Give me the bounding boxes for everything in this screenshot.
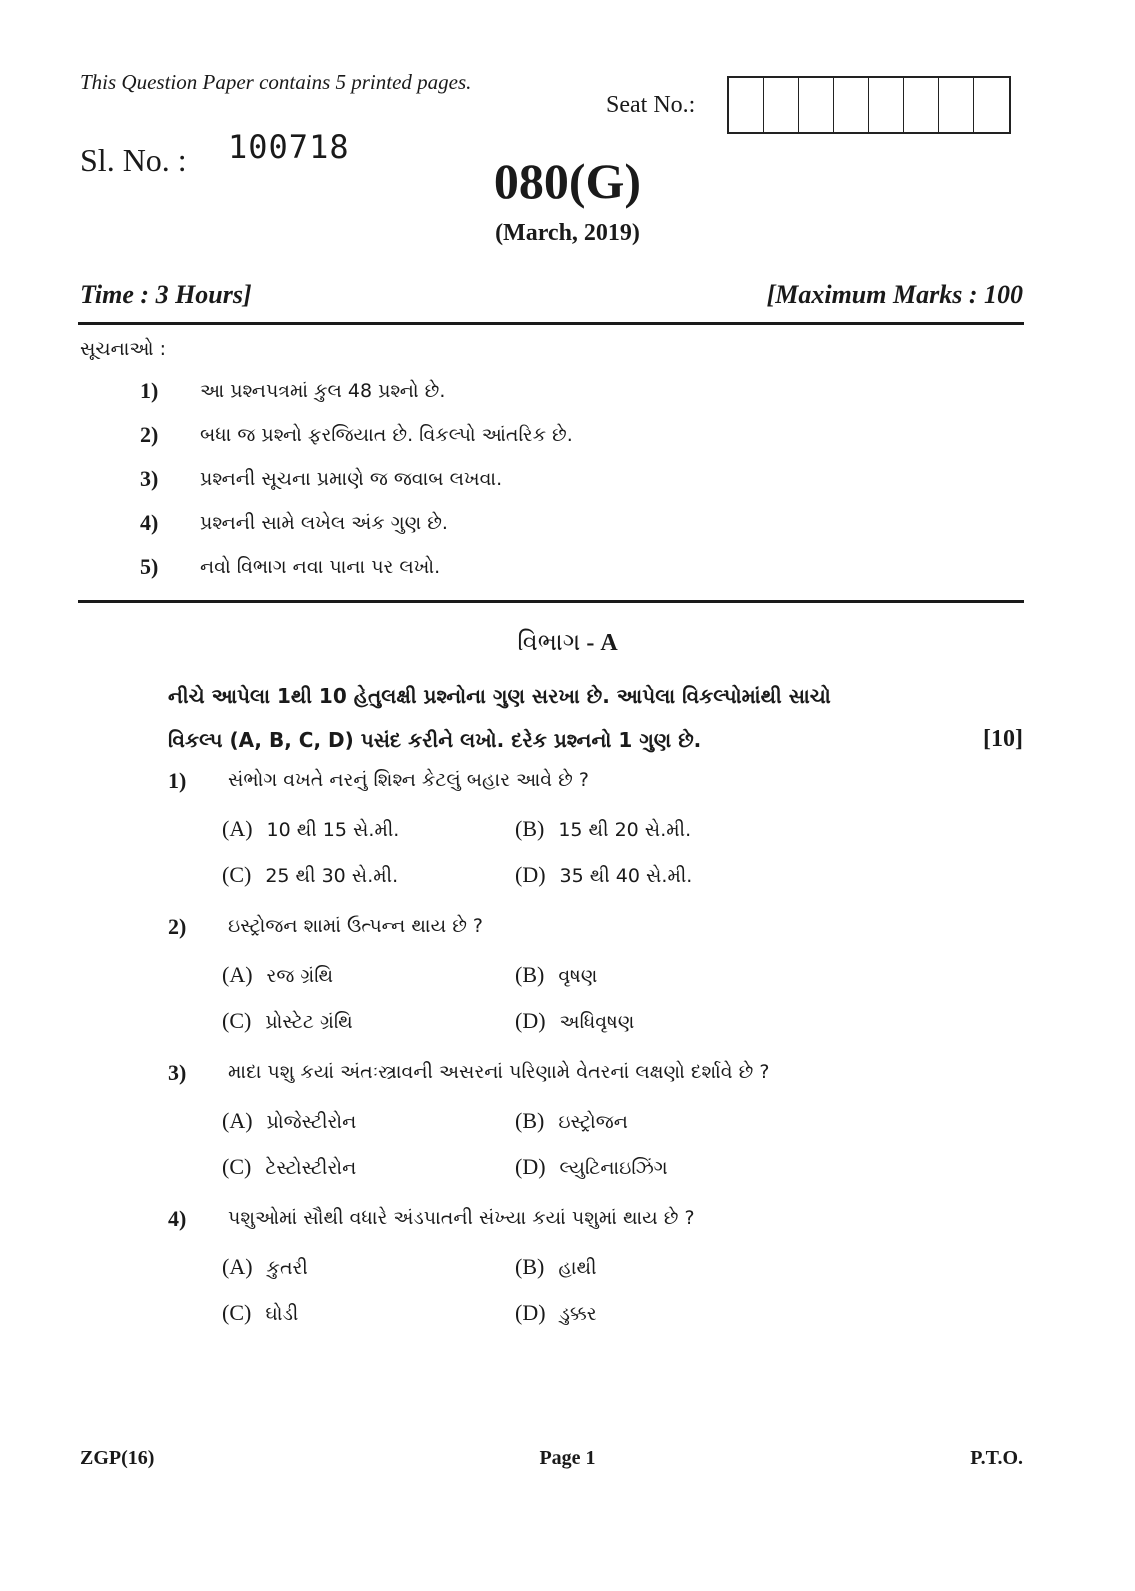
option-label: (C) <box>222 1300 252 1325</box>
option-text: ઇસ્ટ્રોજન <box>558 1111 628 1133</box>
serial-number-value: 100718 <box>228 128 350 166</box>
option-text: પ્રોજેસ્ટીરોન <box>266 1111 357 1133</box>
footer-page-number: Page 1 <box>539 1447 596 1469</box>
option-label: (A) <box>222 1108 253 1133</box>
paper-code: 080(G) <box>493 153 642 209</box>
instruction-item <box>0 378 1135 422</box>
answer-option <box>515 1154 668 1180</box>
option-label: (B) <box>515 962 545 987</box>
question-text: પશુઓમાં સૌથી વધારે અંડપાતની સંખ્યા કયાં પશુમાં થાય છે ? <box>228 1207 695 1229</box>
seat-number-box[interactable] <box>729 78 764 132</box>
option-text: 35 થી 40 સે.મી. <box>559 865 693 887</box>
option-label: (D) <box>515 1300 546 1325</box>
option-label: (A) <box>222 962 253 987</box>
option-label: (D) <box>515 1008 546 1033</box>
option-text: ઘોડી <box>265 1303 299 1325</box>
instruction-text: આ પ્રશ્નપત્રમાં કુલ 48 પ્રશ્નો છે. <box>200 380 446 402</box>
question-number: 3) <box>168 1060 187 1085</box>
option-label: (B) <box>515 816 545 841</box>
option-label: (C) <box>222 862 252 887</box>
option-label: (A) <box>222 1254 253 1279</box>
instruction-number: 2) <box>140 422 159 447</box>
seat-number-boxes[interactable] <box>727 76 1011 134</box>
answer-option <box>515 1254 597 1280</box>
instruction-item <box>0 422 1135 466</box>
option-text: હાથી <box>558 1257 597 1279</box>
instructions-divider <box>78 600 1024 603</box>
question-number: 2) <box>168 914 187 939</box>
instruction-number: 3) <box>140 466 159 491</box>
seat-number-box[interactable] <box>799 78 834 132</box>
answer-option <box>222 1154 356 1180</box>
seat-number-box[interactable] <box>974 78 1009 132</box>
section-intro-line-1: નીચે આપેલા 1થી 10 હેતુલક્ષી પ્રશ્નોના ગુણ સરખા છે. આપેલા વિકલ્પોમાંથી સાચો <box>168 684 831 708</box>
instruction-item <box>0 554 1135 598</box>
option-text: પ્રોસ્ટેટ ગ્રંથિ <box>265 1011 353 1033</box>
page-count-note: This Question Paper contains 5 printed pages. <box>80 70 472 94</box>
instruction-number: 4) <box>140 510 159 535</box>
header-divider <box>78 322 1024 325</box>
section-marks: [10] <box>983 726 1023 752</box>
seat-number-box[interactable] <box>904 78 939 132</box>
answer-option <box>515 816 691 842</box>
section-title-gujarati: વિભાગ <box>517 628 581 656</box>
time-allowed: Time : 3 Hours] <box>80 280 252 309</box>
option-text: ડુક્કર <box>559 1303 597 1325</box>
seat-number-label: Seat No.: <box>606 92 696 118</box>
option-text: અધિવૃષણ <box>559 1011 635 1033</box>
section-intro-line-2: વિકલ્પ (A, B, C, D) પસંદ કરીને લખો. દરેક પ્રશ્નનો 1 ગુણ છે. <box>168 728 702 752</box>
option-label: (C) <box>222 1154 252 1179</box>
answer-option <box>222 1008 353 1034</box>
option-label: (C) <box>222 1008 252 1033</box>
option-text: ટેસ્ટોસ્ટીરોન <box>265 1157 357 1179</box>
seat-number-box[interactable] <box>869 78 904 132</box>
option-text: લ્યુટિનાઇઝિંગ <box>559 1157 668 1179</box>
instruction-number: 1) <box>140 378 159 403</box>
option-text: 10 થી 15 સે.મી. <box>266 819 400 841</box>
instruction-number: 5) <box>140 554 159 579</box>
answer-option <box>222 1300 298 1326</box>
seat-number-box[interactable] <box>834 78 869 132</box>
answer-option <box>222 1108 356 1134</box>
question-text: માદા પશુ કયાં અંતઃસ્ત્રાવની અસરનાં પરિણામે વેતરનાં લક્ષણો દર્શાવે છે ? <box>228 1061 770 1083</box>
instruction-text: પ્રશ્નની સામે લખેલ અંક ગુણ છે. <box>200 512 448 534</box>
instructions-heading: સૂચનાઓ : <box>80 338 167 360</box>
answer-option <box>515 962 597 988</box>
answer-option <box>222 962 333 988</box>
section-title <box>0 628 1135 657</box>
answer-option <box>222 816 399 842</box>
option-text: રજ ગ્રંથિ <box>266 965 334 987</box>
question-number: 4) <box>168 1206 187 1231</box>
seat-number-box[interactable] <box>939 78 974 132</box>
answer-option <box>515 862 692 888</box>
option-text: 25 થી 30 સે.મી. <box>265 865 399 887</box>
answer-option <box>515 1008 634 1034</box>
answer-option <box>515 1300 597 1326</box>
question-text: સંભોગ વખતે નરનું શિશ્ન કેટલું બહાર આવે છે ? <box>228 769 589 791</box>
question-text: ઇસ્ટ્રોજન શામાં ઉત્પન્ન થાય છે ? <box>228 915 484 937</box>
seat-number-box[interactable] <box>764 78 799 132</box>
section-title-letter: - A <box>580 630 618 656</box>
footer-paper-id: ZGP(16) <box>80 1447 155 1469</box>
exam-date: (March, 2019) <box>495 220 640 246</box>
option-label: (D) <box>515 1154 546 1179</box>
option-text: કુતરી <box>266 1257 308 1279</box>
option-text: વૃષણ <box>558 965 598 987</box>
option-label: (A) <box>222 816 253 841</box>
instruction-item <box>0 466 1135 510</box>
answer-option <box>515 1108 628 1134</box>
option-label: (D) <box>515 862 546 887</box>
question-number: 1) <box>168 768 187 793</box>
footer-pto: P.T.O. <box>970 1447 1023 1469</box>
option-text: 15 થી 20 સે.મી. <box>558 819 692 841</box>
option-label: (B) <box>515 1108 545 1133</box>
instruction-text: નવો વિભાગ નવા પાના પર લખો. <box>200 556 441 578</box>
instruction-text: બધા જ પ્રશ્નો ફરજિયાત છે. વિકલ્પો આંતરિક છે. <box>200 424 573 446</box>
instruction-item <box>0 510 1135 554</box>
option-label: (B) <box>515 1254 545 1279</box>
serial-number-label: Sl. No. : <box>80 142 187 178</box>
instruction-text: પ્રશ્નની સૂચના પ્રમાણે જ જવાબ લખવા. <box>200 468 503 490</box>
answer-option <box>222 862 398 888</box>
answer-option <box>222 1254 308 1280</box>
maximum-marks: [Maximum Marks : 100 <box>766 280 1023 309</box>
